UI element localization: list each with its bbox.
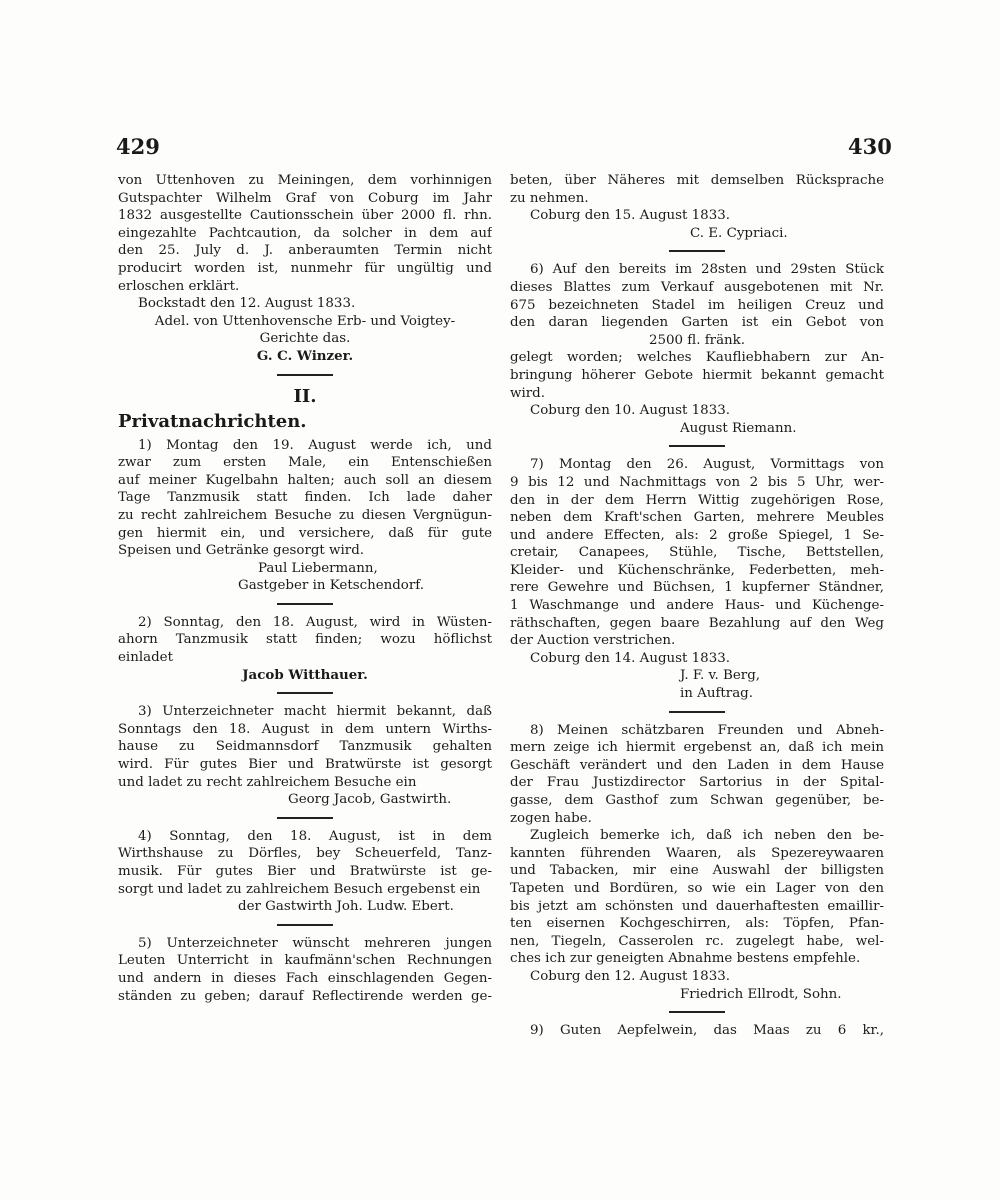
ad-line: nen, Tiegeln, Casserolen rc. zugelegt habe, wel- <box>510 933 884 949</box>
ad-line: Geschäft verändert und den Laden in dem Hause <box>510 757 884 773</box>
divider <box>277 603 333 605</box>
ad-line: 3) Unterzeichneter macht hiermit bekannt, daß <box>138 704 492 720</box>
divider <box>669 1011 725 1013</box>
notice-court: Gerichte das. <box>259 331 351 347</box>
ad-line: Tapeten und Bordüren, so wie ein Lager von den <box>510 880 884 896</box>
divider <box>277 374 333 376</box>
ad-line: Tage Tanzmusik statt finden. Ich lade daher <box>118 490 492 506</box>
divider <box>277 817 333 819</box>
notice-place-date: Bockstadt den 12. August 1833. <box>138 296 356 312</box>
ad-signature: Paul Liebermann, <box>258 560 378 576</box>
advertisement-5 <box>118 935 492 1005</box>
ad-line: den daran liegenden Garten ist ein Gebot von <box>510 315 884 331</box>
ad-place-date: Coburg den 14. August 1833. <box>530 650 730 666</box>
ad-signature: J. F. v. Berg, <box>680 668 761 684</box>
ad-signature: Jacob Witthauer. <box>242 666 368 683</box>
advertisement-9 <box>510 1022 884 1040</box>
ad-signature: Georg Jacob, Gastwirth. <box>288 792 452 808</box>
ad-line: 1 Waschmange und andere Haus- und Küchenge- <box>510 598 884 614</box>
ad-line: 675 bezeichneten Stadel im heiligen Creuz und <box>510 297 884 313</box>
ad-line: zogen habe. <box>510 810 592 826</box>
ad-line: rere Gewehre und Büchsen, 1 kupferner Ständner, <box>510 580 884 596</box>
ad-line: sorgt und ladet zu zahlreichem Besuch ergebenst ein <box>118 881 481 897</box>
notice-signature: C. E. Cypriaci. <box>690 225 788 241</box>
ad-line: gelegt worden; welches Kaufliebhabern zur An- <box>510 350 884 366</box>
ad-signature: Gastgeber in Ketschendorf. <box>238 578 425 594</box>
ad-line: und ladet zu recht zahlreichem Besuche ein <box>118 774 417 790</box>
ad-line: auf meiner Kugelbahn halten; auch soll an diesem <box>118 472 492 488</box>
ad-line: 6) Auf den bereits im 28sten und 29sten Stück <box>530 262 884 278</box>
notice-line: von Uttenhoven zu Meiningen, dem vorhinnigen <box>118 173 492 188</box>
section-title: Privatnachrichten. <box>118 410 307 432</box>
ad-line: und andern in dieses Fach einschlagenden Gegen- <box>118 970 492 986</box>
divider <box>669 711 725 713</box>
ad-line: Sonntags den 18. August in dem untern Wirths- <box>118 721 492 737</box>
ad-line: ständen zu geben; darauf Reflectirende werden ge- <box>118 988 492 1004</box>
ad-line: cretair, Canapees, Stühle, Tische, Bettstellen, <box>510 545 884 561</box>
ad-line: Zugleich bemerke ich, daß ich neben den be- <box>530 828 884 844</box>
ad-signature: August Riemann. <box>680 420 797 436</box>
ad-line: Leuten Unterricht in kaufmänn'schen Rechnungen <box>118 953 492 969</box>
ad-line: Kleider- und Küchenschränke, Federbetten, meh- <box>510 562 884 578</box>
ad-line: räthschaften, gegen baare Bezahlung auf den Weg <box>510 615 884 631</box>
ad-line: dieses Blattes zum Verkauf ausgebotenen mit Nr. <box>510 279 884 295</box>
ad-line: wird. Für gutes Bier und Bratwürste ist gesorgt <box>118 757 492 773</box>
ad-line: 9 bis 12 und Nachmittags von 2 bis 5 Uhr, wer- <box>510 474 884 490</box>
ad-line: Speisen und Getränke gesorgt wird. <box>118 543 365 559</box>
notice-signature: G. C. Winzer. <box>256 347 354 364</box>
advertisement-6 <box>510 261 884 437</box>
page-number-right: 430 <box>848 134 892 159</box>
notice-line: producirt worden ist, nunmehr für ungültig und <box>118 260 492 276</box>
ad-line: bis jetzt am schönsten und dauerhaftesten emaillir- <box>510 898 884 914</box>
ad-line: kannten führenden Waaren, als Spezereywaaren <box>510 845 884 861</box>
advertisement-3 <box>118 703 492 809</box>
notice-line: Gutspachter Wilhelm Graf von Coburg im Jahr <box>118 190 492 206</box>
ad-line: mern zeige ich hiermit ergebenst an, daß ich mein <box>510 740 884 756</box>
ad-line: einladet <box>118 650 173 666</box>
page-number-left: 429 <box>116 134 160 159</box>
ad-signature: in Auftrag. <box>680 686 754 702</box>
court-notice <box>118 172 492 366</box>
ad-line: 1) Montag den 19. August werde ich, und <box>138 437 492 453</box>
notice-line: beten, über Näheres mit demselben Rücksprache <box>510 173 884 188</box>
ad-place-date: Coburg den 10. August 1833. <box>530 403 730 419</box>
ad-line: 5) Unterzeichneter wünscht mehreren jungen <box>138 935 492 951</box>
ad-line: Wirthshause zu Dörfles, bey Scheuerfeld, Tanz- <box>118 846 492 862</box>
left-column <box>118 172 492 1005</box>
notice-place-date: Coburg den 15. August 1833. <box>530 208 730 224</box>
notice-line: eingezahlte Pachtcaution, da solcher in dem auf <box>118 225 492 241</box>
divider <box>669 445 725 447</box>
notice-line: erloschen erklärt. <box>118 278 240 294</box>
ad-signature: der Gastwirth Joh. Ludw. Ebert. <box>238 899 454 915</box>
ad-line: zwar zum ersten Male, ein Entenschießen <box>118 455 492 471</box>
ad-line: gasse, dem Gasthof zum Schwan gegenüber, be- <box>510 793 884 808</box>
ad-line: musik. Für gutes Bier und Bratwürste ist ge- <box>118 864 492 879</box>
ad-line: wird. <box>510 385 545 401</box>
ad-line: der Frau Justizdirector Sartorius in der Spital- <box>510 775 884 791</box>
ad-line: 9) Guten Aepfelwein, das Maas zu 6 kr., <box>530 1023 884 1039</box>
notice-court: Adel. von Uttenhovensche Erb- und Voigtey- <box>154 313 456 329</box>
ad-line: ahorn Tanzmusik statt finden; wozu höflichst <box>118 632 492 648</box>
ad-signature: Friedrich Ellrodt, Sohn. <box>680 986 842 1002</box>
advertisement-1 <box>118 437 492 595</box>
ad-line: und andere Effecten, als: 2 große Spiegel, 1 Se- <box>510 527 884 543</box>
notice-line: 1832 ausgestellte Cautionsschein über 2000 fl. rhn. <box>118 208 492 224</box>
ad-line: ten eisernen Kochgeschirren, als: Töpfen, Pfan- <box>510 916 884 932</box>
ad-line: den in der dem Herrn Wittig zugehörigen Rose, <box>510 492 884 508</box>
notice-line: zu nehmen. <box>510 190 589 206</box>
advertisement-2 <box>118 614 492 684</box>
ad-line: und Tabacken, mir eine Auswahl der billigsten <box>510 863 884 879</box>
section-number: II. <box>293 385 317 407</box>
ad-line: ches ich zur geneigten Abnahme bestens empfehle. <box>510 951 861 967</box>
ad-line: 2500 fl. fränk. <box>648 332 746 348</box>
advertisement-7 <box>510 456 884 702</box>
continuation-notice <box>510 172 884 242</box>
ad-line: 2) Sonntag, den 18. August, wird in Wüsten- <box>138 614 492 630</box>
divider <box>277 692 333 694</box>
ad-line: gen hiermit ein, und versichere, daß für gute <box>118 525 492 541</box>
divider <box>669 250 725 252</box>
right-column <box>510 172 884 1040</box>
ad-line: 7) Montag den 26. August, Vormittags von <box>530 457 884 473</box>
ad-line: der Auction verstrichen. <box>510 633 676 649</box>
advertisement-8 <box>510 722 884 1004</box>
ad-place-date: Coburg den 12. August 1833. <box>530 968 730 984</box>
ad-line: bringung höherer Gebote hiermit bekannt gemacht <box>510 367 884 383</box>
advertisement-4 <box>118 828 492 916</box>
ad-line: 4) Sonntag, den 18. August, ist in dem <box>138 828 492 844</box>
notice-line: den 25. July d. J. anberaumten Termin nicht <box>118 243 492 259</box>
ad-line: neben dem Kraft'schen Garten, mehrere Meubles <box>510 510 884 526</box>
ad-line: hause zu Seidmannsdorf Tanzmusik gehalten <box>118 739 492 755</box>
ad-line: 8) Meinen schätzbaren Freunden und Abneh- <box>530 722 884 738</box>
ad-line: zu recht zahlreichem Besuche zu diesen Vergnügun- <box>118 507 492 523</box>
divider <box>277 924 333 926</box>
